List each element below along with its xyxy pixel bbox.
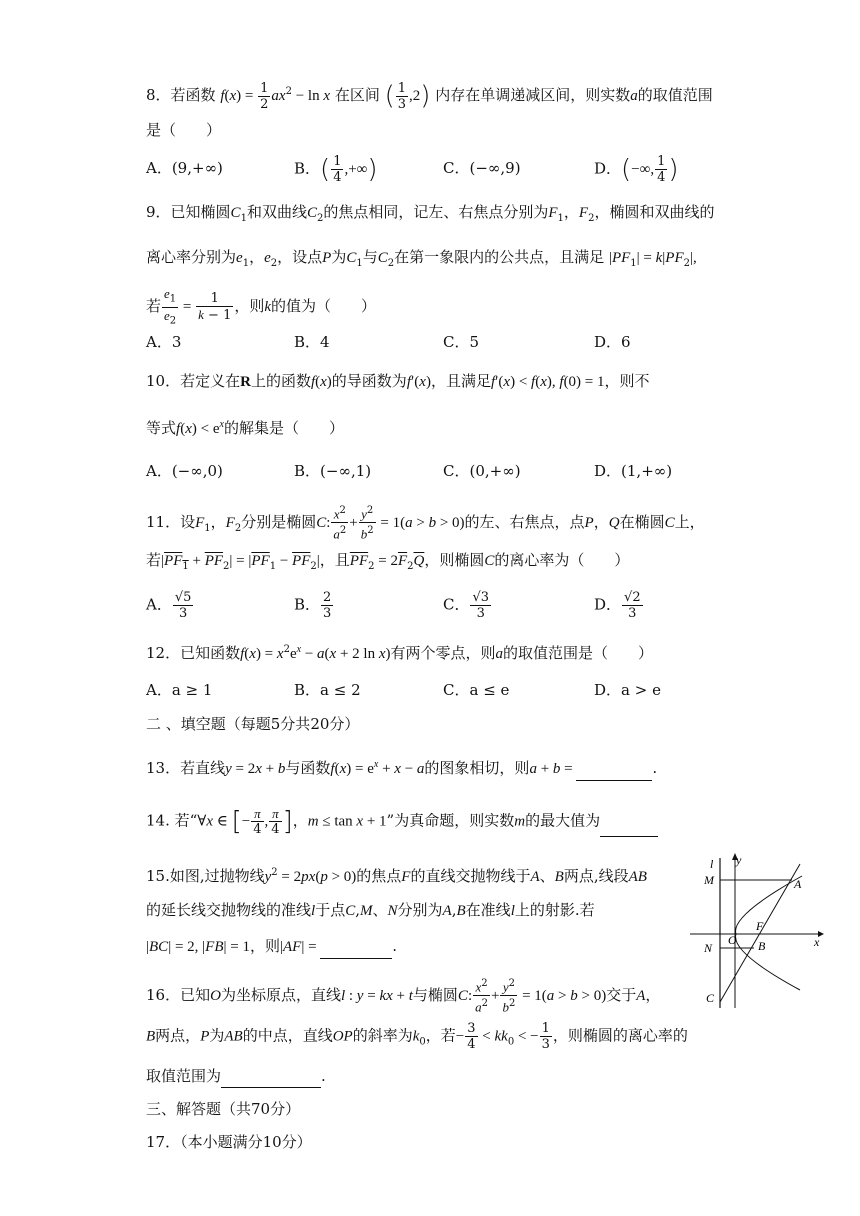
- q9-option-a: A．3: [146, 333, 182, 351]
- q16-line1: 16．已知O为坐标原点，直线l : y = kx + t与椭圆C: $\frac{x^2}{a^2}$ + $\frac{y^2}{b^2}$ = 1(a > b > 0)交于A，: [146, 978, 661, 1015]
- section-heading-fill-in: 二 、填空题（每题5分共20分）: [146, 715, 360, 733]
- q9-option-c: C．5: [443, 333, 480, 351]
- q8-option-d: D．(−∞, $\frac{1}{4}$ ): [594, 154, 679, 185]
- q14-line1: 14. 若“∀x ∈ [− $\frac{\pi}{4}$ , $\frac{\pi}{4}$ ]，m ≤ tan x + 1”为真命题，则实数m的最大值为: [146, 806, 658, 837]
- q12-option-d: D．a > e: [594, 681, 661, 699]
- q11-option-d: D． $\frac{√2}{3}$: [594, 590, 641, 621]
- parabola-figure: [690, 852, 826, 1010]
- svg-text:B: B: [758, 939, 766, 953]
- q10-line1: 10．若定义在R上的函数f(x)的导函数为f′(x)，且满足f′(x) < f(x), f(0) = 1，则不: [146, 372, 650, 390]
- q11-option-a: A． $\frac{√5}{3}$: [146, 590, 192, 621]
- q11-line2: 若$|\overline{PF}_1 + \overline{PF}_2| = |\overline{PF}_1 - \overline{PF}_2|$，且$\overline{PF}_2 = 2\overline{F}_2\overline{Q}$，则椭圆C的离心率为（ ）: [146, 551, 630, 572]
- section-heading-solve: 三、解答题（共70分）: [146, 1100, 301, 1118]
- q8-line2: 是（ ）: [146, 121, 222, 139]
- q12-option-b: B．a ≤ 2: [294, 681, 361, 699]
- svg-text:F: F: [756, 919, 764, 933]
- answer-blank: [576, 764, 652, 781]
- svg-text:y: y: [736, 853, 742, 867]
- q12-option-a: A．a ≥ 1: [146, 681, 213, 699]
- q8-option-b: B．( $\frac{1}{4}$ ,+∞): [294, 154, 378, 185]
- q11-line1: 11．设$F_1$，$F_2$分别是椭圆C: $\frac{x^2}{a^2}$ + $\frac{y^2}{b^2}$ = 1(a > b > 0)的左、右焦点，点P，Q在椭圆C上，: [146, 505, 705, 542]
- q15-line1: 15.如图,过抛物线$y^2 = 2px(p > 0)$的焦点F的直线交抛物线于A、B两点,线段AB: [146, 867, 647, 885]
- q15-line2: 的延长线交抛物线的准线l于点C,M、N分别为A,B在准线l上的射影.若: [146, 901, 595, 919]
- q15-line3: |BC| = 2, |FB| = 1，则|AF| = .: [146, 934, 397, 959]
- answer-blank: [320, 942, 392, 959]
- svg-text:N: N: [704, 941, 713, 955]
- q16-line3: 取值范围为 .: [146, 1064, 326, 1088]
- answer-blank: [600, 820, 658, 837]
- q8-line1: 8．若函数 f(x) = $\frac{1}{2}$ $ax^2 - \ln x$ 在区间 ( $\frac{1}{3}$ ,2) 内存在单调递减区间，则实数a的取值范围: [146, 80, 713, 112]
- q17-heading: 17．（本小题满分10分）: [146, 1133, 312, 1151]
- svg-text:x: x: [814, 935, 820, 949]
- q8-option-a: A．(9,+∞): [146, 159, 223, 177]
- svg-text:l: l: [710, 857, 714, 871]
- q8-option-c: C．(−∞,9): [443, 159, 521, 177]
- q9-line2: 离心率分别为$e_1$，$e_2$，设点P为$C_1$与$C_2$在第一象限内的公共点，且满足 $|PF_1| = k|PF_2|$,: [146, 248, 697, 269]
- svg-text:C: C: [706, 991, 715, 1005]
- q10-option-d: D．(1,+∞): [594, 462, 673, 480]
- svg-text:M: M: [704, 873, 714, 887]
- fraction: $\frac{1}{2}$: [260, 80, 269, 112]
- q12-option-c: C．a ≤ e: [443, 681, 510, 699]
- q10-option-b: B．(−∞,1): [294, 462, 372, 480]
- q9-line3: 若 $\frac{e_1}{e_2}$ = $\frac{1}{k - 1}$ ，则k的值为（ ）: [146, 286, 377, 327]
- q9-option-d: D．6: [594, 333, 631, 351]
- q10-line2: 等式$f(x) < e^x$的解集是（ ）: [146, 419, 344, 437]
- q13-line1: 13．若直线y = 2x + b与函数$f(x) = e^x + x - a$的图象相切，则a + b = .: [146, 753, 657, 781]
- q9-line1: 9．已知椭圆$C_1$和双曲线$C_2$的焦点相同，记左、右焦点分别为$F_1$，$F_2$，椭圆和双曲线的: [146, 203, 715, 224]
- q11-option-b: B． $\frac{2}{3}$: [294, 590, 332, 621]
- q10-option-a: A．(−∞,0): [146, 462, 223, 480]
- q10-option-c: C．(0,+∞): [443, 462, 521, 480]
- q16-line2: B两点，P为AB的中点，直线OP的斜率为$k_0$，若− $\frac{3}{4}$ < $kk_0$ < − $\frac{1}{3}$ ，则椭圆的离心率的: [146, 1021, 688, 1052]
- q11-option-c: C． $\frac{√3}{3}$: [443, 590, 490, 621]
- svg-text:A: A: [794, 877, 802, 891]
- q9-option-b: B．4: [294, 333, 330, 351]
- q12-line1: 12．已知函数$f(x) = x^2e^x - a(x + 2$ ln x)有两个零点，则a的取值范围是（ ）: [146, 644, 654, 662]
- svg-text:O: O: [728, 933, 737, 947]
- answer-blank: [221, 1071, 321, 1088]
